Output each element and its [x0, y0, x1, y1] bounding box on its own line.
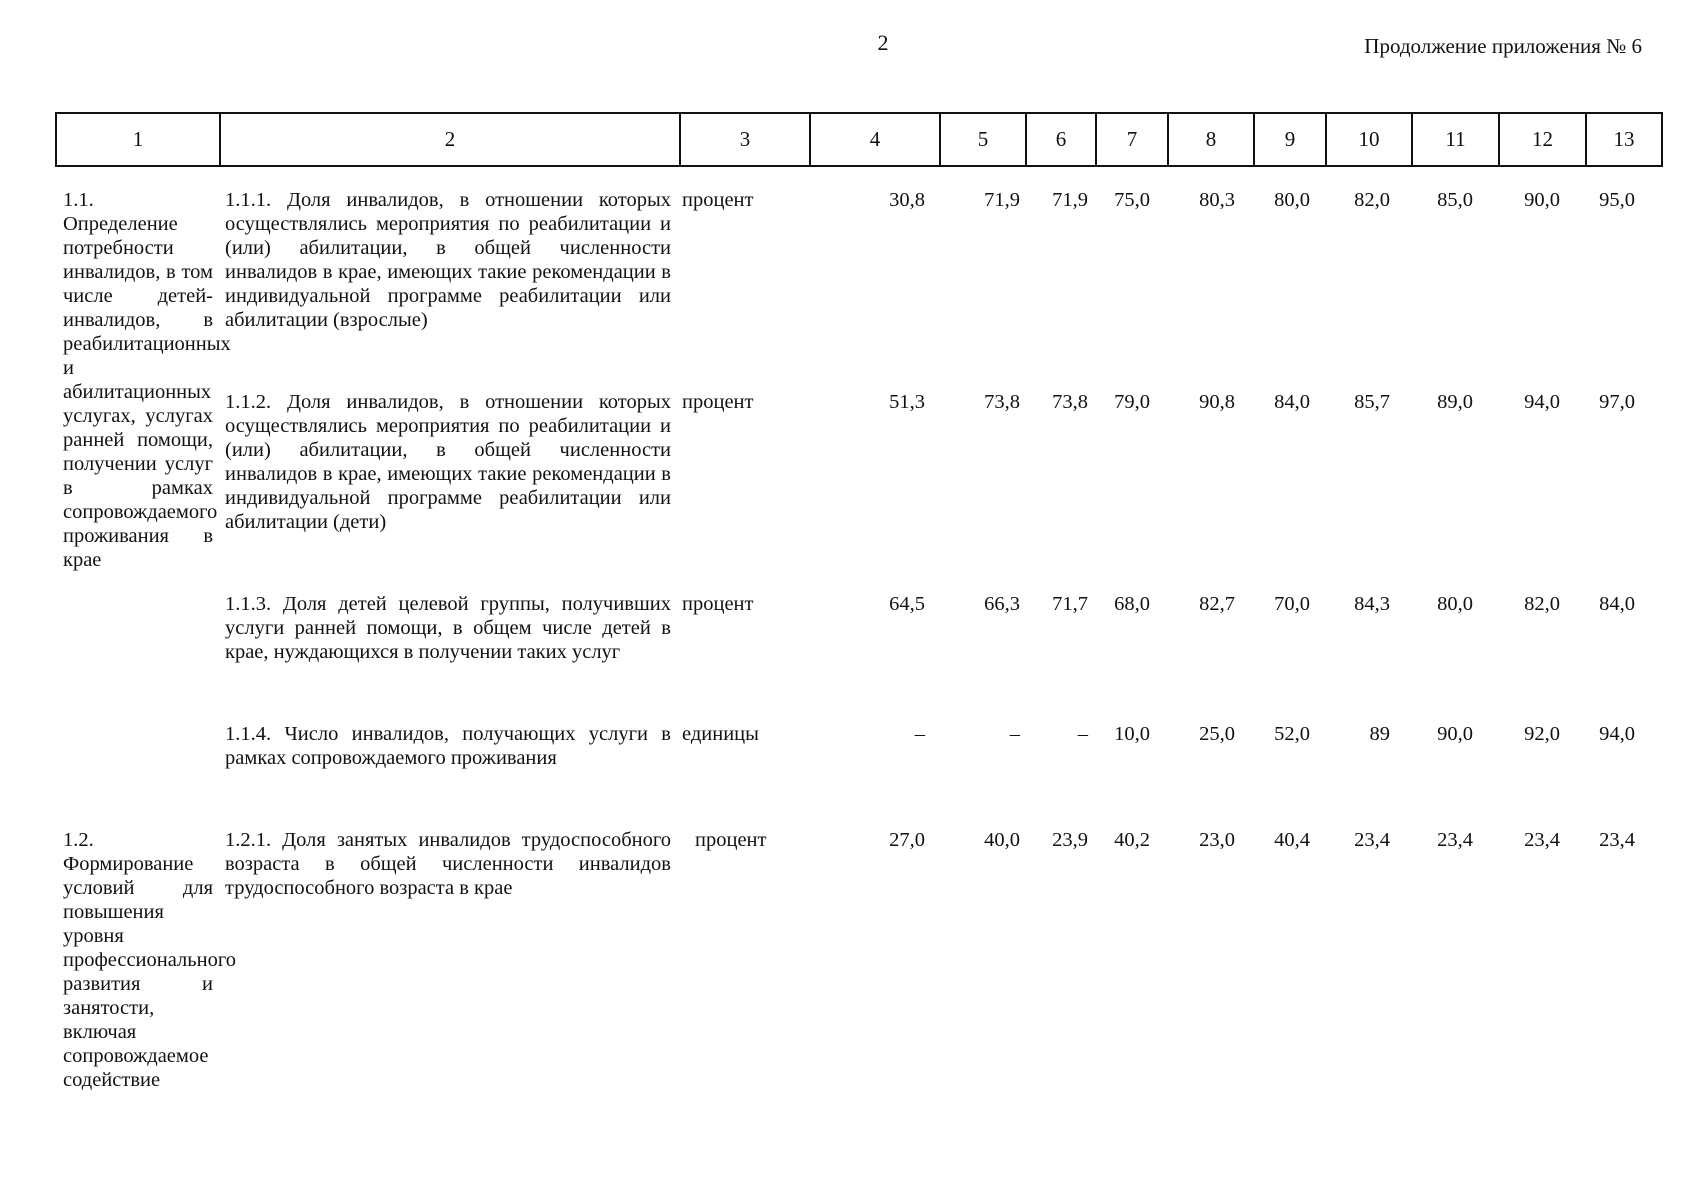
value-cell: 52,0: [1274, 723, 1310, 745]
value-cell: 25,0: [1199, 723, 1235, 745]
indicator-text: 1.2.1. Доля занятых инвалидов трудоспособного возраста в общей численности инвалидов трудоспособного возраста в крае: [225, 829, 671, 899]
unit-cell: процент: [682, 189, 754, 211]
value-cell: 70,0: [1274, 593, 1310, 615]
value-cell: 71,9: [1052, 189, 1088, 211]
value-cell: 40,4: [1274, 829, 1310, 851]
unit-cell: единицы: [682, 723, 759, 745]
value-cell: 71,9: [984, 189, 1020, 211]
header-cell: 5: [940, 113, 1026, 166]
value-cell: 85,7: [1354, 391, 1390, 413]
value-cell: 84,0: [1274, 391, 1310, 413]
value-cell: –: [914, 723, 925, 745]
value-cell: 66,3: [984, 593, 1020, 615]
value-cell: 23,4: [1354, 829, 1390, 851]
value-cell: 27,0: [889, 829, 925, 851]
group-title: 1.1. Определение потребности инвалидов, в том числе детей-инвалидов, в реабилитационных и абилитационных услугах, услугах ранней помощи, получении услуг в рамках сопровождаемого проживания в крае: [63, 189, 231, 571]
header-cell: 11: [1412, 113, 1499, 166]
value-cell: 85,0: [1437, 189, 1473, 211]
indicator-text: 1.1.3. Доля детей целевой группы, получивших услуги ранней помощи, в общем числе детей в крае, нуждающихся в получении таких услуг: [225, 593, 671, 663]
header-cell: 9: [1254, 113, 1326, 166]
value-cell: 79,0: [1114, 391, 1150, 413]
value-cell: 97,0: [1599, 391, 1635, 413]
value-cell: 75,0: [1114, 189, 1150, 211]
value-cell: 10,0: [1114, 723, 1150, 745]
indicator-text: 1.1.1. Доля инвалидов, в отношении которых осуществлялись мероприятия по реабилитации и (или) абилитации, в общей численности инвалидов в крае, имеющих такие рекомендации в индивидуальной программе реабилитации или абилитации (взрослые): [225, 189, 671, 331]
value-cell: 71,7: [1052, 593, 1088, 615]
header-cell: 6: [1026, 113, 1096, 166]
value-cell: 94,0: [1599, 723, 1635, 745]
page-caption: Продолжение приложения № 6: [1364, 34, 1642, 58]
value-cell: 90,8: [1199, 391, 1235, 413]
unit-cell: процент: [695, 829, 767, 851]
value-cell: 82,0: [1524, 593, 1560, 615]
value-cell: 23,4: [1599, 829, 1635, 851]
value-cell: 73,8: [984, 391, 1020, 413]
page-number: 2: [877, 30, 889, 55]
unit-cell: процент: [682, 391, 754, 413]
value-cell: 23,4: [1524, 829, 1560, 851]
value-cell: 94,0: [1524, 391, 1560, 413]
header-cell: 2: [220, 113, 680, 166]
value-cell: –: [1009, 723, 1020, 745]
value-cell: 30,8: [889, 189, 925, 211]
group-title: 1.2. Формирование условий для повышения уровня профессионального развития и занятости, включая сопровождаемое содействие: [63, 829, 236, 1091]
value-cell: 23,9: [1052, 829, 1088, 851]
value-cell: 23,0: [1199, 829, 1235, 851]
value-cell: 84,3: [1354, 593, 1390, 615]
unit-cell: процент: [682, 593, 754, 615]
column-number-header: [55, 112, 1663, 167]
value-cell: 40,0: [984, 829, 1020, 851]
value-cell: 40,2: [1114, 829, 1150, 851]
header-cell: 1: [56, 113, 220, 166]
value-cell: 68,0: [1114, 593, 1150, 615]
value-cell: 90,0: [1524, 189, 1560, 211]
value-cell: 80,0: [1437, 593, 1473, 615]
indicator-text: 1.1.2. Доля инвалидов, в отношении которых осуществлялись мероприятия по реабилитации и (или) абилитации, в общей численности инвалидов в крае, имеющих такие рекомендации в индивидуальной программе реабилитации или абилитации (дети): [225, 391, 671, 533]
value-cell: 89: [1369, 723, 1390, 745]
value-cell: 51,3: [889, 391, 925, 413]
header-cell: 10: [1326, 113, 1412, 166]
value-cell: 80,0: [1274, 189, 1310, 211]
value-cell: 92,0: [1524, 723, 1560, 745]
value-cell: 64,5: [889, 593, 925, 615]
value-cell: –: [1077, 723, 1088, 745]
header-cell: 13: [1586, 113, 1662, 166]
indicator-text: 1.1.4. Число инвалидов, получающих услуги в рамках сопровождаемого проживания: [225, 723, 671, 769]
value-cell: 82,7: [1199, 593, 1235, 615]
value-cell: 73,8: [1052, 391, 1088, 413]
value-cell: 80,3: [1199, 189, 1235, 211]
header-cell: 4: [810, 113, 940, 166]
header-cell: 12: [1499, 113, 1586, 166]
value-cell: 90,0: [1437, 723, 1473, 745]
value-cell: 95,0: [1599, 189, 1635, 211]
value-cell: 84,0: [1599, 593, 1635, 615]
value-cell: 82,0: [1354, 189, 1390, 211]
header-cell: 7: [1096, 113, 1168, 166]
header-cell: 3: [680, 113, 810, 166]
value-cell: 89,0: [1437, 391, 1473, 413]
value-cell: 23,4: [1437, 829, 1473, 851]
header-cell: 8: [1168, 113, 1254, 166]
